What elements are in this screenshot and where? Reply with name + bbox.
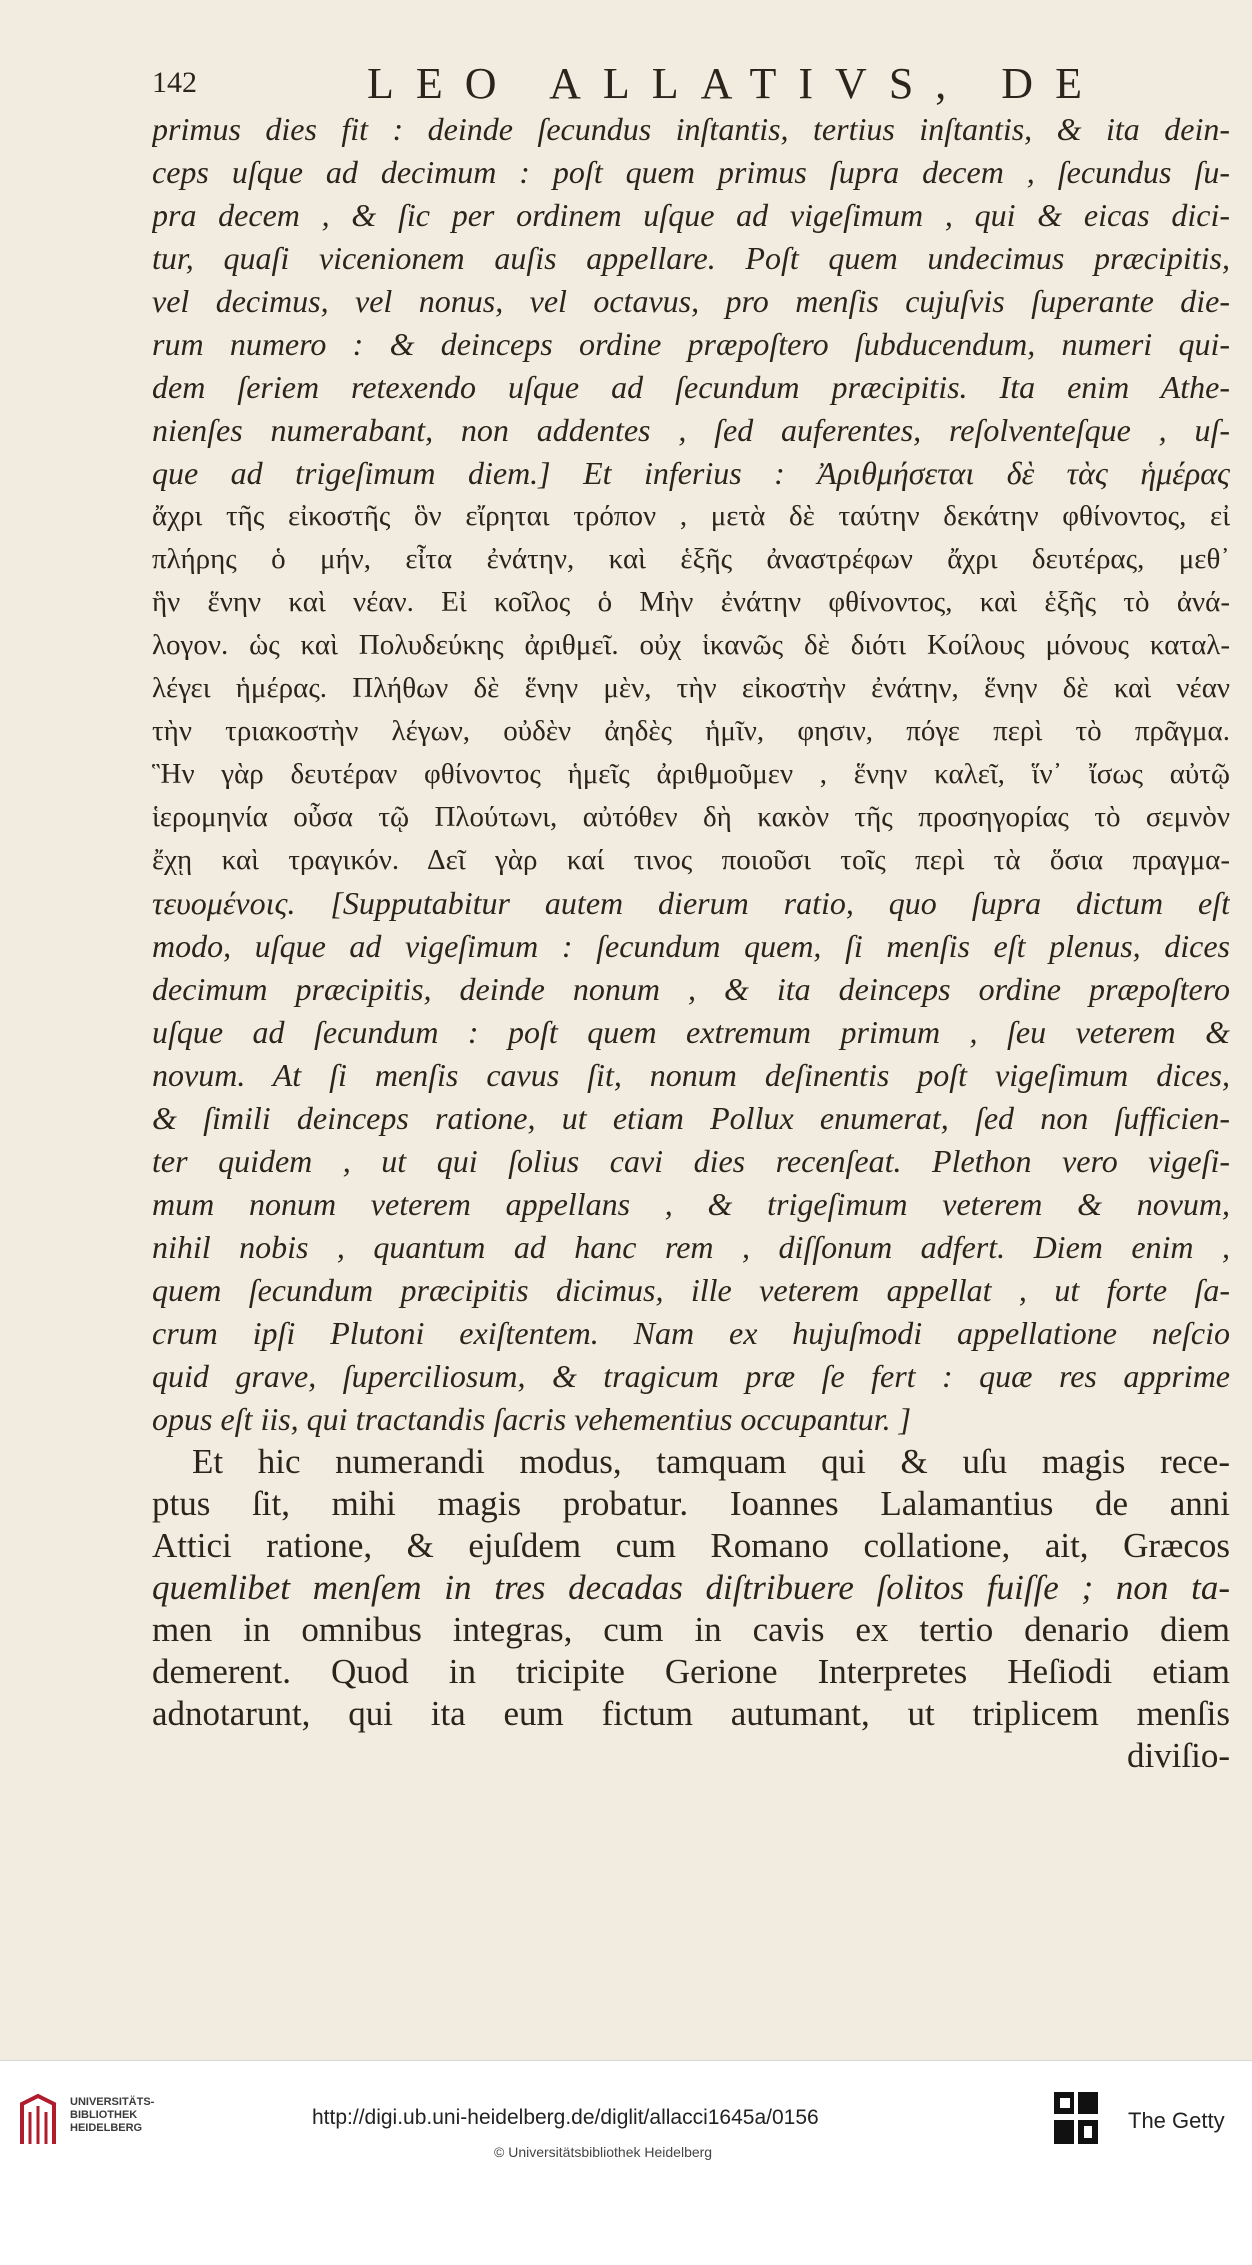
text-line: quid grave, ſuperciliosum, & tragicum præ ſe fert : quæ res apprime bbox=[152, 1358, 1230, 1394]
greek-line: ἄχρι τῆς εἰκοστῆς ὃν εἴρηται τρόπον , μετὰ δὲ ταύτην δεκάτην φθίνοντος, εἰ bbox=[152, 500, 1230, 532]
body-text bbox=[152, 108, 1230, 1777]
text-line: crum ipſi Plutoni exiſtentem. Nam ex hujuſmodi appellatione neſcio bbox=[152, 1315, 1230, 1351]
university-library-logo-icon bbox=[14, 2092, 62, 2150]
roman-line: quemlibet menſem in tres decadas diſtribuere ſolitos fuiſſe ; non ta- bbox=[152, 1568, 1230, 1607]
greek-line: ἔχῃ καὶ τραγικόν. Δεῖ γὰρ καί τινος ποιοῦσι τοῖς περὶ τὰ ὅσια πραγμα- bbox=[152, 844, 1230, 876]
text-line: rum numero : & deinceps ordine præpoſtero ſubducendum, numeri qui- bbox=[152, 326, 1230, 362]
text-line: pra decem , & ſic per ordinem uſque ad vigeſimum , qui & eicas dici- bbox=[152, 197, 1230, 233]
greek-line: ἱερομηνία οὖσα τῷ Πλούτωνι, αὐτόθεν δὴ κακὸν τῆς προσηγορίας τὸ σεμνὸν bbox=[152, 801, 1230, 833]
greek-line: Ἣν γὰρ δευτέραν φθίνοντος ἡμεῖς ἀριθμοῦμεν , ἕνην καλεῖ, ἵν᾽ ἴσως αὐτῷ bbox=[152, 758, 1230, 790]
roman-line: men in omnibus integras, cum in cavis ex tertio denario diem bbox=[152, 1610, 1230, 1649]
roman-line: Et hic numerandi modus, tamquam qui & uſu magis rece- bbox=[192, 1442, 1230, 1481]
catchword: diviſio- bbox=[1126, 1736, 1230, 1775]
text-line: vel decimus, vel nonus, vel octavus, pro menſis cujuſvis ſuperante die- bbox=[152, 283, 1230, 319]
greek-line: λέγει ἡμέρας. Πλήθων δὲ ἕνην μὲν, τὴν εἰκοστὴν ἐνάτην, ἕνην δὲ καὶ νέαν bbox=[152, 672, 1230, 704]
text-line: decimum præcipitis, deinde nonum , & ita deinceps ordine præpoſtero bbox=[152, 971, 1230, 1007]
permalink-url[interactable]: http://digi.ub.uni-heidelberg.de/diglit/allacci1645a/0156 bbox=[312, 2106, 819, 2129]
text-line: & ſimili deinceps ratione, ut etiam Pollux enumerat, ſed non ſufficien- bbox=[152, 1100, 1230, 1136]
text-line: novum. At ſi menſis cavus ſit, nonum deſinentis poſt vigeſimum dices, bbox=[152, 1057, 1230, 1093]
text-line: ceps uſque ad decimum : poſt quem primus ſupra decem , ſecundus ſu- bbox=[152, 154, 1230, 190]
text-line: nihil nobis , quantum ad hanc rem , diſſonum adfert. Diem enim , bbox=[152, 1229, 1230, 1265]
getty-logo-icon bbox=[1052, 2090, 1100, 2146]
text-line: que ad trigeſimum diem.] Et inferius : Ἀριθμήσεται δὲ τὰς ἡμέρας bbox=[152, 455, 1230, 491]
library-name: UNIVERSITÄTS- BIBLIOTHEK HEIDELBERG bbox=[70, 2096, 155, 2134]
roman-line: ptus ſit, mihi magis probatur. Ioannes Lalamantius de anni bbox=[152, 1484, 1230, 1523]
running-head: LEO ALLATIVS, DE bbox=[367, 59, 1104, 108]
text-line: ter quidem , ut qui ſolius cavi dies recenſeat. Plethon vero vigeſi- bbox=[152, 1143, 1230, 1179]
text-line: opus eſt iis, qui tractandis ſacris vehementius occupantur. ] bbox=[152, 1401, 912, 1437]
greek-line: λογον. ὡς καὶ Πολυδεύκης ἀριθμεῖ. οὐχ ἱκανῶς δὲ διότι Κοίλους μόνους καταλ- bbox=[152, 629, 1230, 661]
roman-line: Attici ratione, & ejuſdem cum Romano collatione, ait, Græcos bbox=[152, 1526, 1230, 1565]
partner-name: The Getty bbox=[1128, 2108, 1225, 2133]
text-line: modo, uſque ad vigeſimum : ſecundum quem, ſi menſis eſt plenus, dices bbox=[152, 928, 1230, 964]
text-line: mum nonum veterem appellans , & trigeſimum veterem & novum, bbox=[152, 1186, 1230, 1222]
greek-line: πλήρης ὁ μήν, εἶτα ἐνάτην, καὶ ἑξῆς ἀναστρέφων ἄχρι δευτέρας, μεθ᾽ bbox=[152, 543, 1230, 575]
text-line: τευομένοις. [Supputabitur autem dierum ratio, quo ſupra dictum eſt bbox=[152, 885, 1230, 921]
copyright-notice: © Universitätsbibliothek Heidelberg bbox=[494, 2144, 713, 2160]
text-line: quem ſecundum præcipitis dicimus, ille veterem appellat , ut forte ſa- bbox=[152, 1272, 1230, 1308]
text-line: tur, quaſi vicenionem auſis appellare. Poſt quem undecimus præcipitis, bbox=[152, 240, 1230, 276]
greek-line: τὴν τριακοστὴν λέγων, οὐδὲν ἀηδὲς ἡμῖν, φησιν, πόγε περὶ τὸ πρᾶγμα. bbox=[152, 715, 1230, 747]
text-line: nienſes numerabant, non addentes , ſed auferentes, reſolventeſque , uſ- bbox=[152, 412, 1230, 448]
text-line: primus dies fit : deinde ſecundus inſtantis, tertius inſtantis, & ita dein- bbox=[152, 111, 1230, 147]
roman-line: adnotarunt, qui ita eum fictum autumant, ut triplicem menſis bbox=[152, 1694, 1230, 1733]
greek-line: ἣν ἕνην καὶ νέαν. Εἰ κοῖλος ὁ Μὴν ἐνάτην φθίνοντος, καὶ ἑξῆς τὸ ἀνά- bbox=[152, 586, 1230, 618]
roman-line: demerent. Quod in tricipite Gerione Interpretes Heſiodi etiam bbox=[152, 1652, 1230, 1691]
page-header bbox=[152, 58, 1232, 110]
text-line: dem ſeriem retexendo uſque ad ſecundum præcipitis. Ita enim Athe- bbox=[152, 369, 1230, 405]
text-line: uſque ad ſecundum : poſt quem extremum primum , ſeu veterem & bbox=[152, 1014, 1230, 1050]
page-number: 142 bbox=[152, 66, 197, 99]
